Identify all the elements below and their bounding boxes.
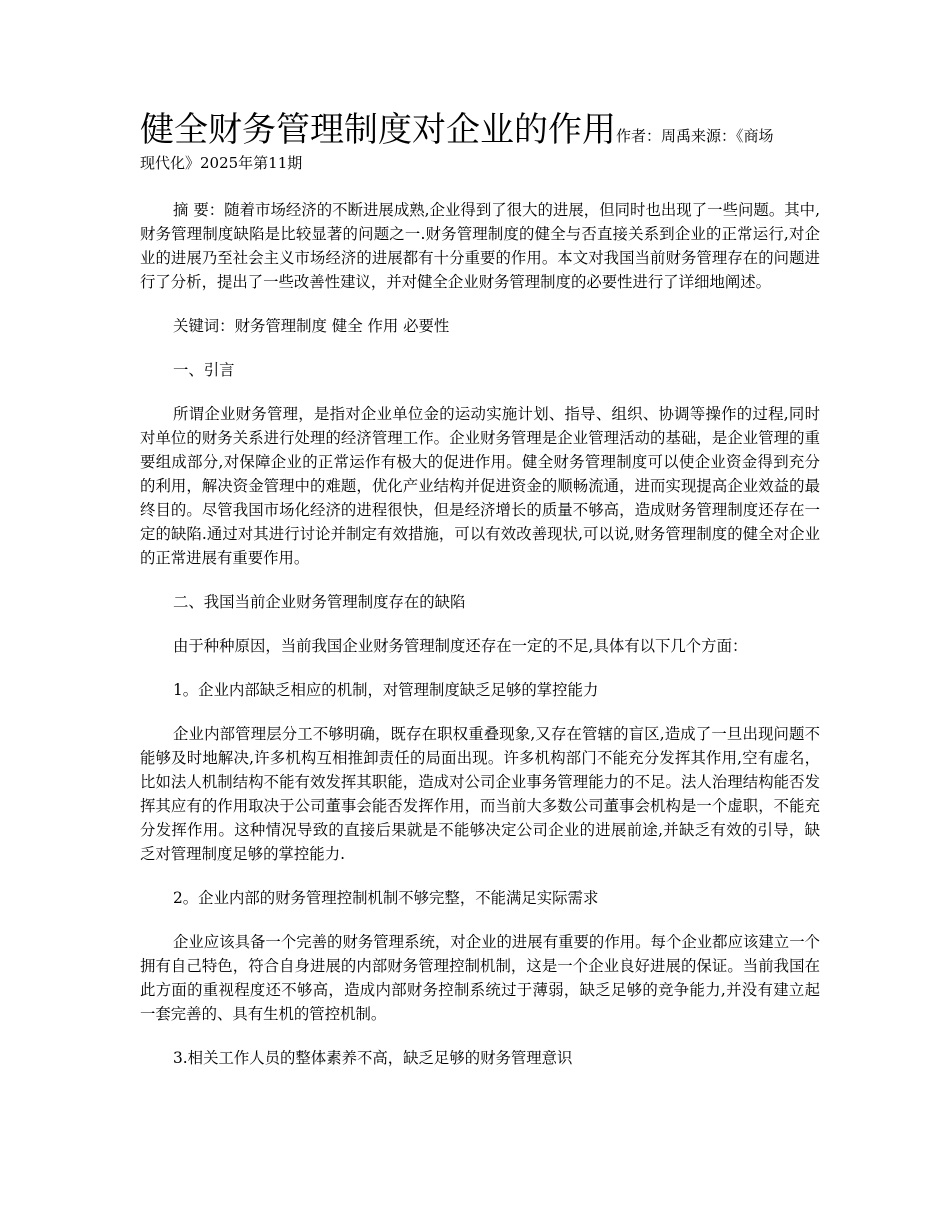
article-meta-continued: 现代化》2025年第11期 (140, 154, 303, 172)
section-heading-introduction: 一、引言 (173, 361, 235, 379)
article-meta: 作者：周禹来源：《商场 (616, 127, 774, 145)
body-paragraph: 企业应该具备一个完善的财务管理系统，对企业的进展有重要的作用。每个企业都应该建立一个拥有自己特色，符合自身进展的内部财务管理控制机制，这是一个企业良好进展的保证。当前我国在此方面的重视程度还不够高，造成内部财务控制系统过于薄弱，缺乏足够的竞争能力,并没有建立起一套完善的、具有生机的管控机制。 (140, 933, 820, 1023)
body-paragraph: 所谓企业财务管理，是指对企业单位金的运动实施计划、指导、组织、协调等操作的过程,同时对单位的财务关系进行处理的经济管理工作。企业财务管理是企业管理活动的基础，是企业管理的重要组成部分,对保障企业的正常运作有极大的促进作用。健全财务管理制度可以使企业资金得到充分的利用，解决资金管理中的难题，优化产业结构并促进资金的顺畅流通，进而实现提高企业效益的最终目的。尽管我国市场化经济的进程很快，但是经济增长的质量不够高，造成财务管理制度还存在一定的缺陷.通过对其进行讨论并制定有效措施，可以有效改善现状,可以说,财务管理制度的健全对企业的正常进展有重要作用。 (140, 405, 820, 567)
body-paragraph: 企业内部管理层分工不够明确，既存在职权重叠现象,又存在管辖的盲区,造成了一旦出现问题不能够及时地解决,许多机构互相推卸责任的局面出现。许多机构部门不能充分发挥其作用,空有虚名，比如法人机制结构不能有效发挥其职能，造成对公司企业事务管理能力的不足。法人治理结构能否发挥其应有的作用取决于公司董事会能否发挥作用，而当前大多数公司董事会机构是一个虚职，不能充分发挥作用。这种情况导致的直接后果就是不能够决定公司企业的进展前途,并缺乏有效的引导，缺乏对管理制度足够的掌控能力. (140, 725, 820, 863)
body-paragraph: 由于种种原因，当前我国企业财务管理制度还存在一定的不足,具体有以下几个方面： (173, 637, 748, 655)
article-header (140, 108, 820, 173)
document-page (140, 108, 820, 1070)
subsection-heading-1: 1。企业内部缺乏相应的机制，对管理制度缺乏足够的掌控能力 (173, 681, 599, 699)
section-heading-defects: 二、我国当前企业财务管理制度存在的缺陷 (173, 593, 466, 611)
abstract-paragraph: 摘 要：随着市场经济的不断进展成熟,企业得到了很大的进展，但同时也出现了一些问题。其中,财务管理制度缺陷是比较显著的问题之一.财务管理制度的健全与否直接关系到企业的正常运行,对企业的进展乃至社会主义市场经济的进展都有十分重要的作用。本文对我国当前财务管理存在的问题进行了分析，提出了一些改善性建议，并对健全企业财务管理制度的必要性进行了详细地阐述。 (140, 201, 820, 291)
subsection-heading-3: 3.相关工作人员的整体素养不高，缺乏足够的财务管理意识 (173, 1049, 573, 1067)
article-title: 健全财务管理制度对企业的作用 (140, 110, 616, 150)
keywords-paragraph: 关键词：财务管理制度 健全 作用 必要性 (173, 317, 450, 335)
subsection-heading-2: 2。企业内部的财务管理控制机制不够完整，不能满足实际需求 (173, 889, 599, 907)
